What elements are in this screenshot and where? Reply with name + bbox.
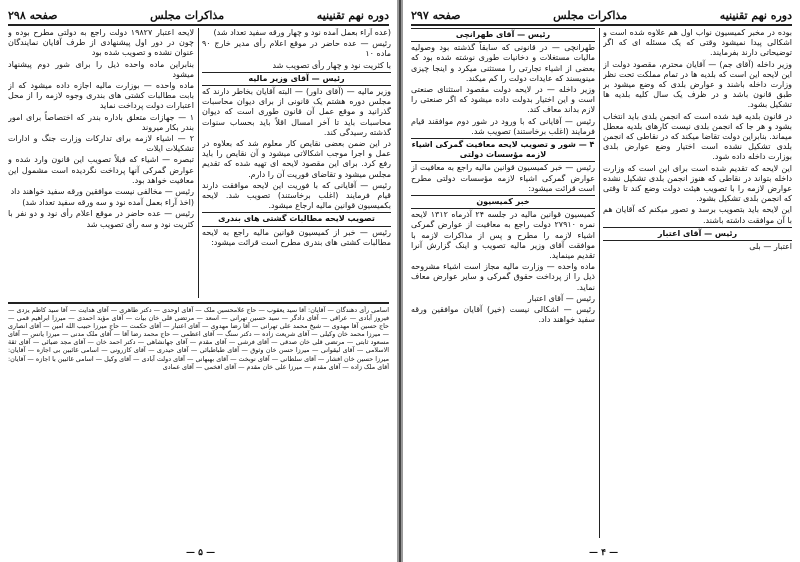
paragraph: رئیس — خبر از کمیسیون قوانین مالیه راجع به لایحه مطالبات کشتی های بندری مطرح است قرائت میشود:: [202, 227, 391, 247]
vote-roll-footnote: اسامی رأی دهندگان — آقایان: آقا سید یعقوب — حاج غلامحسین ملک — آقای اوحدی — دکتر طاهری — آقای هدایت — آقا سید کاظم یزدی — فیروز آبادی — عراقی — آقای دادگر — سید حسین تهرانی — اسعد — مرتضی قلی خان بیات — آقای مؤید احمدی — میرزا ابراهیم قمی — حاج حسین آقا مهدوی — شیخ محمد علی تهرانی — آقا رضا مهدوی — آقای اعتبار — آقای حکمت — حاج میرزا حبیب الله امین — آقای انصاری — میرزا محمد خان وکیلی — آقای شریعت زاده — دکتر سنگ — آقای اعظمی — حاج محمد رضا آقا — آقای ملک مدنی — میرزا یانس — آقای مسعود ثابتی — مرتضی قلی خان صدقی — آقای فرشی — آقای مقدم — آقای جهانشاهی — دکتر احمد خان — آقای مجد ضیائی — آقای ثقة الاسلامی — آقای لیقوانی — میرزا حسن خان وثوق — آقای طباطبائی — آقای حیدری — آقای کازرونی — اسامی غائبین بی اجازه — آقایان: میرزا حسین خان افشار — آقای سلطانی — آقای نوبخت — آقای بهبهانی — آقای دولت آبادی — آقای وکیل — اسامی غائبین با اجازه — آقایان: آقای ملک زاده — آقای مقدم — میرزا علی خان مقدم — آقای افخمی — آقای عمادی: [8, 306, 389, 371]
right-page-right-column: [603, 28, 792, 538]
right-page-header: [411, 6, 792, 26]
right-journal-title: مذاکرات مجلس: [553, 8, 628, 22]
left-page-left-column: [8, 28, 194, 298]
paragraph: با کثریت نود و چهار رأی تصویب شد: [272, 60, 391, 70]
paragraph: وزیر داخله — در لایحه دولت مقصود استثنای صنعتی است و این اختیار بدولت داده میشود که اگر صنعتی را لازم بداند معاف کند.: [411, 85, 595, 115]
paragraph: (عده آراء بعمل آمده نود و چهار ورقه سفید تعداد شد): [213, 28, 391, 37]
paragraph: این لایحه که تقدیم شده است برای این است که وزارت داخله بتواند در نقاطی که هنوز انجمن بلدی تشکیل نشده عوارض لازمه را با تصویب هیئت دولت وضع کند تا وقتی که انجمن بلدی تشکیل بشود.: [603, 163, 792, 204]
paragraph: ماده واحده — بوزارت مالیه اجازه داده میشود که از بابت مطالبات کشتی های بندری وجوه لازمه را از محل اعتبارات دولت پرداخت نماید: [8, 81, 194, 111]
paragraph: وزیر داخله (آقای جم) — آقایان محترم، مقصود دولت از این لایحه این است که بلدیه ها در تمام مملکت تحت نظر وزارت داخله باشند و عوارض بلدی که وضع میشود بر طبق قانون باشد و در ظرف یک سال کلیه بلدیه ها تشکیل بشود.: [603, 59, 792, 110]
column-divider: [198, 28, 199, 298]
column-divider: [599, 28, 600, 538]
speaker-line: رئیس — آقای اعتبار: [603, 227, 792, 241]
section-heading: ۴ — شور و تصویب لایحه معافیت گمرکی اشیاء لازمه مؤسسات دولتی: [411, 138, 595, 162]
paragraph: رئیس — آقای اعتبار: [527, 293, 595, 303]
paragraph: بوده در مخبر کمیسیون نواب اول هم علاوه شده است و اشکالی پیدا نمیشود وقتی که یک مسئله ای که اگر توضیحاتی دارند بفرمایند.: [603, 28, 792, 58]
paragraph: تبصره — اشیاء که قبلاً تصویب این قانون وارد شده و عوارض گمرکی آنها پرداخت نگردیده است مشمول این معافیت خواهد بود.: [8, 155, 194, 185]
right-page-folio: — ۴ —: [589, 548, 619, 558]
footnote-rule: [8, 302, 389, 304]
speaker-line: رئیس — آقای وزیر مالیه: [202, 72, 391, 86]
paragraph: وزیر مالیه — (آقای داور) — البته آقایان بخاطر دارند که مجلس دوره هشتم یک قانونی از برای دیوان محاسبات گذرانید و موقع عمل آن قانون طوری است که دیوان محاسبات باید تا آخر امسال اقلاً باید بحساب سنوات گذشته رسیدگی کند.: [202, 87, 391, 137]
paragraph: رئیس — عده حاضر در موقع اعلام رأی نود و دو نفر با کثریت نود و سه رأی تصویب شد: [8, 209, 194, 229]
paragraph: کمیسیون قوانین مالیه در جلسه ۲۴ آذرماه ۱۳۱۲ لایحه نمره ۲۷۹۱۰ دولت راجع به معافیت از عوارض گمرکی اشیاء لازمه را مطرح و پس از مذاکرات لازمه با موافقت آقای وزیر مالیه تصویب و اینک گزارش آنرا تقدیم مینماید.: [411, 210, 595, 261]
right-page-number-label: صفحه ۲۹۷: [411, 8, 461, 22]
paragraph: رئیس — مخالفی نیست موافقین ورقه سفید خواهند داد: [10, 187, 194, 197]
paragraph: طهرانچی — در قانونی که سابقاً گذشته بود وصولیه مالیات مستغلات و دخانیات طوری نوشته شده بود که بعضی از اشیاء تجارتی را مستثنی میکرد و اینجا چیزی مینویسند که عایدات دولت را کم میکند.: [411, 43, 595, 83]
paragraph: ۲ — اشیاء لازمه برای تدارکات وزارت جنگ و ادارات تشکیلات ایلات: [8, 134, 194, 154]
left-page: [0, 0, 397, 562]
left-page-header: [8, 6, 389, 26]
paragraph: لایحه اعتبار ۱۹۸۲۷ دولت راجع به دولتی مطرح بوده و چون در دور اول پیشنهادی از طرف آقایان نمایندگان عنوان نشده و تصویب شده بود: [8, 28, 194, 58]
right-period-label: دوره نهم تقنینیه: [719, 8, 792, 22]
paragraph: ماده واحده — وزارت مالیه مجاز است اشیاء مشروحه ذیل را از پرداخت حقوق گمرکی و سایر عوارض معاف نماید.: [411, 262, 595, 292]
section-heading: تصویب لایحه مطالبات گشتی های بندری: [202, 212, 391, 226]
right-page-left-column: [411, 28, 595, 538]
paragraph: رئیس — عده حاضر در موقع اعلام رأی مدیر خارج ۹۰ ماده ۱۰: [202, 39, 391, 59]
paragraph: در قانون بلدیه قید شده است که انجمن بلدی باید انتخاب بشود و هر جا که انجمن بلدی نیست کارهای بلدیه معطل میماند. بنابراین دولت تقاضا میکند که در نقاطی که انجمن بلدی تشکیل نشده است اختیار وضع عوارض بلدی بوزارت داخله داده شود.: [603, 111, 792, 162]
left-period-label: دوره نهم تقنینیه: [316, 8, 389, 22]
paragraph: ۱ — جهازات متعلق باداره بندر که اختصاصاً برای امور بندر بکار میروند: [8, 112, 194, 132]
left-page-folio: — ۵ —: [186, 548, 216, 558]
paragraph: در این ضمن بعضی نقایص کار معلوم شد که بعلاوه در عمل و اجرا موجب اشکالاتی میشود و آن نقایص را باید رفع کرد. برای این مقصود لایحه ای تهیه شده که تقدیم مجلس میشود و تقاضای فوریت آن را دارم.: [202, 139, 391, 179]
paragraph: اعتبار — بلی: [749, 242, 792, 252]
paragraph: رئیس — آقایانی که با ورود در شور دوم موافقند قیام فرمایند (اغلب برخاستند) تصویب شد.: [411, 116, 595, 136]
paragraph: این لایحه باید بتصویب برسد و تصور میکنم که آقایان هم با آن موافقت داشته باشند.: [603, 205, 792, 225]
paragraph: رئیس — آقایانی که با فوریت این لایحه موافقت دارند قیام فرمایند (اغلب برخاستند) تصویب شد. لایحه بکمیسیون قوانین مالیه ارجاع میشود.: [202, 180, 391, 211]
left-page-right-column: [202, 28, 391, 298]
paragraph: رئیس — اشکالی نیست (خیر) آقایان موافقین ورقه سفید خواهند داد.: [411, 305, 595, 325]
subsection-heading: خبر کمیسیون: [411, 195, 595, 209]
left-page-number-label: صفحه ۲۹۸: [8, 8, 58, 22]
paragraph: (اخذ آراء بعمل آمده نود و سه ورقه سفید تعداد شد): [22, 198, 194, 208]
speaker-line: رئیس — آقای طهرانچی: [411, 28, 595, 42]
left-journal-title: مذاکرات مجلس: [150, 8, 225, 22]
paragraph: بنابراین ماده واحده ذیل را برای شور دوم پیشنهاد میشود: [8, 59, 194, 79]
right-page: [403, 0, 800, 562]
paragraph: رئیس — خبر کمیسیون قوانین مالیه راجع به معافیت از عوارض گمرکی اشیاء لازمه مؤسسات دولتی مطرح است قرائت میشود:: [411, 163, 595, 193]
